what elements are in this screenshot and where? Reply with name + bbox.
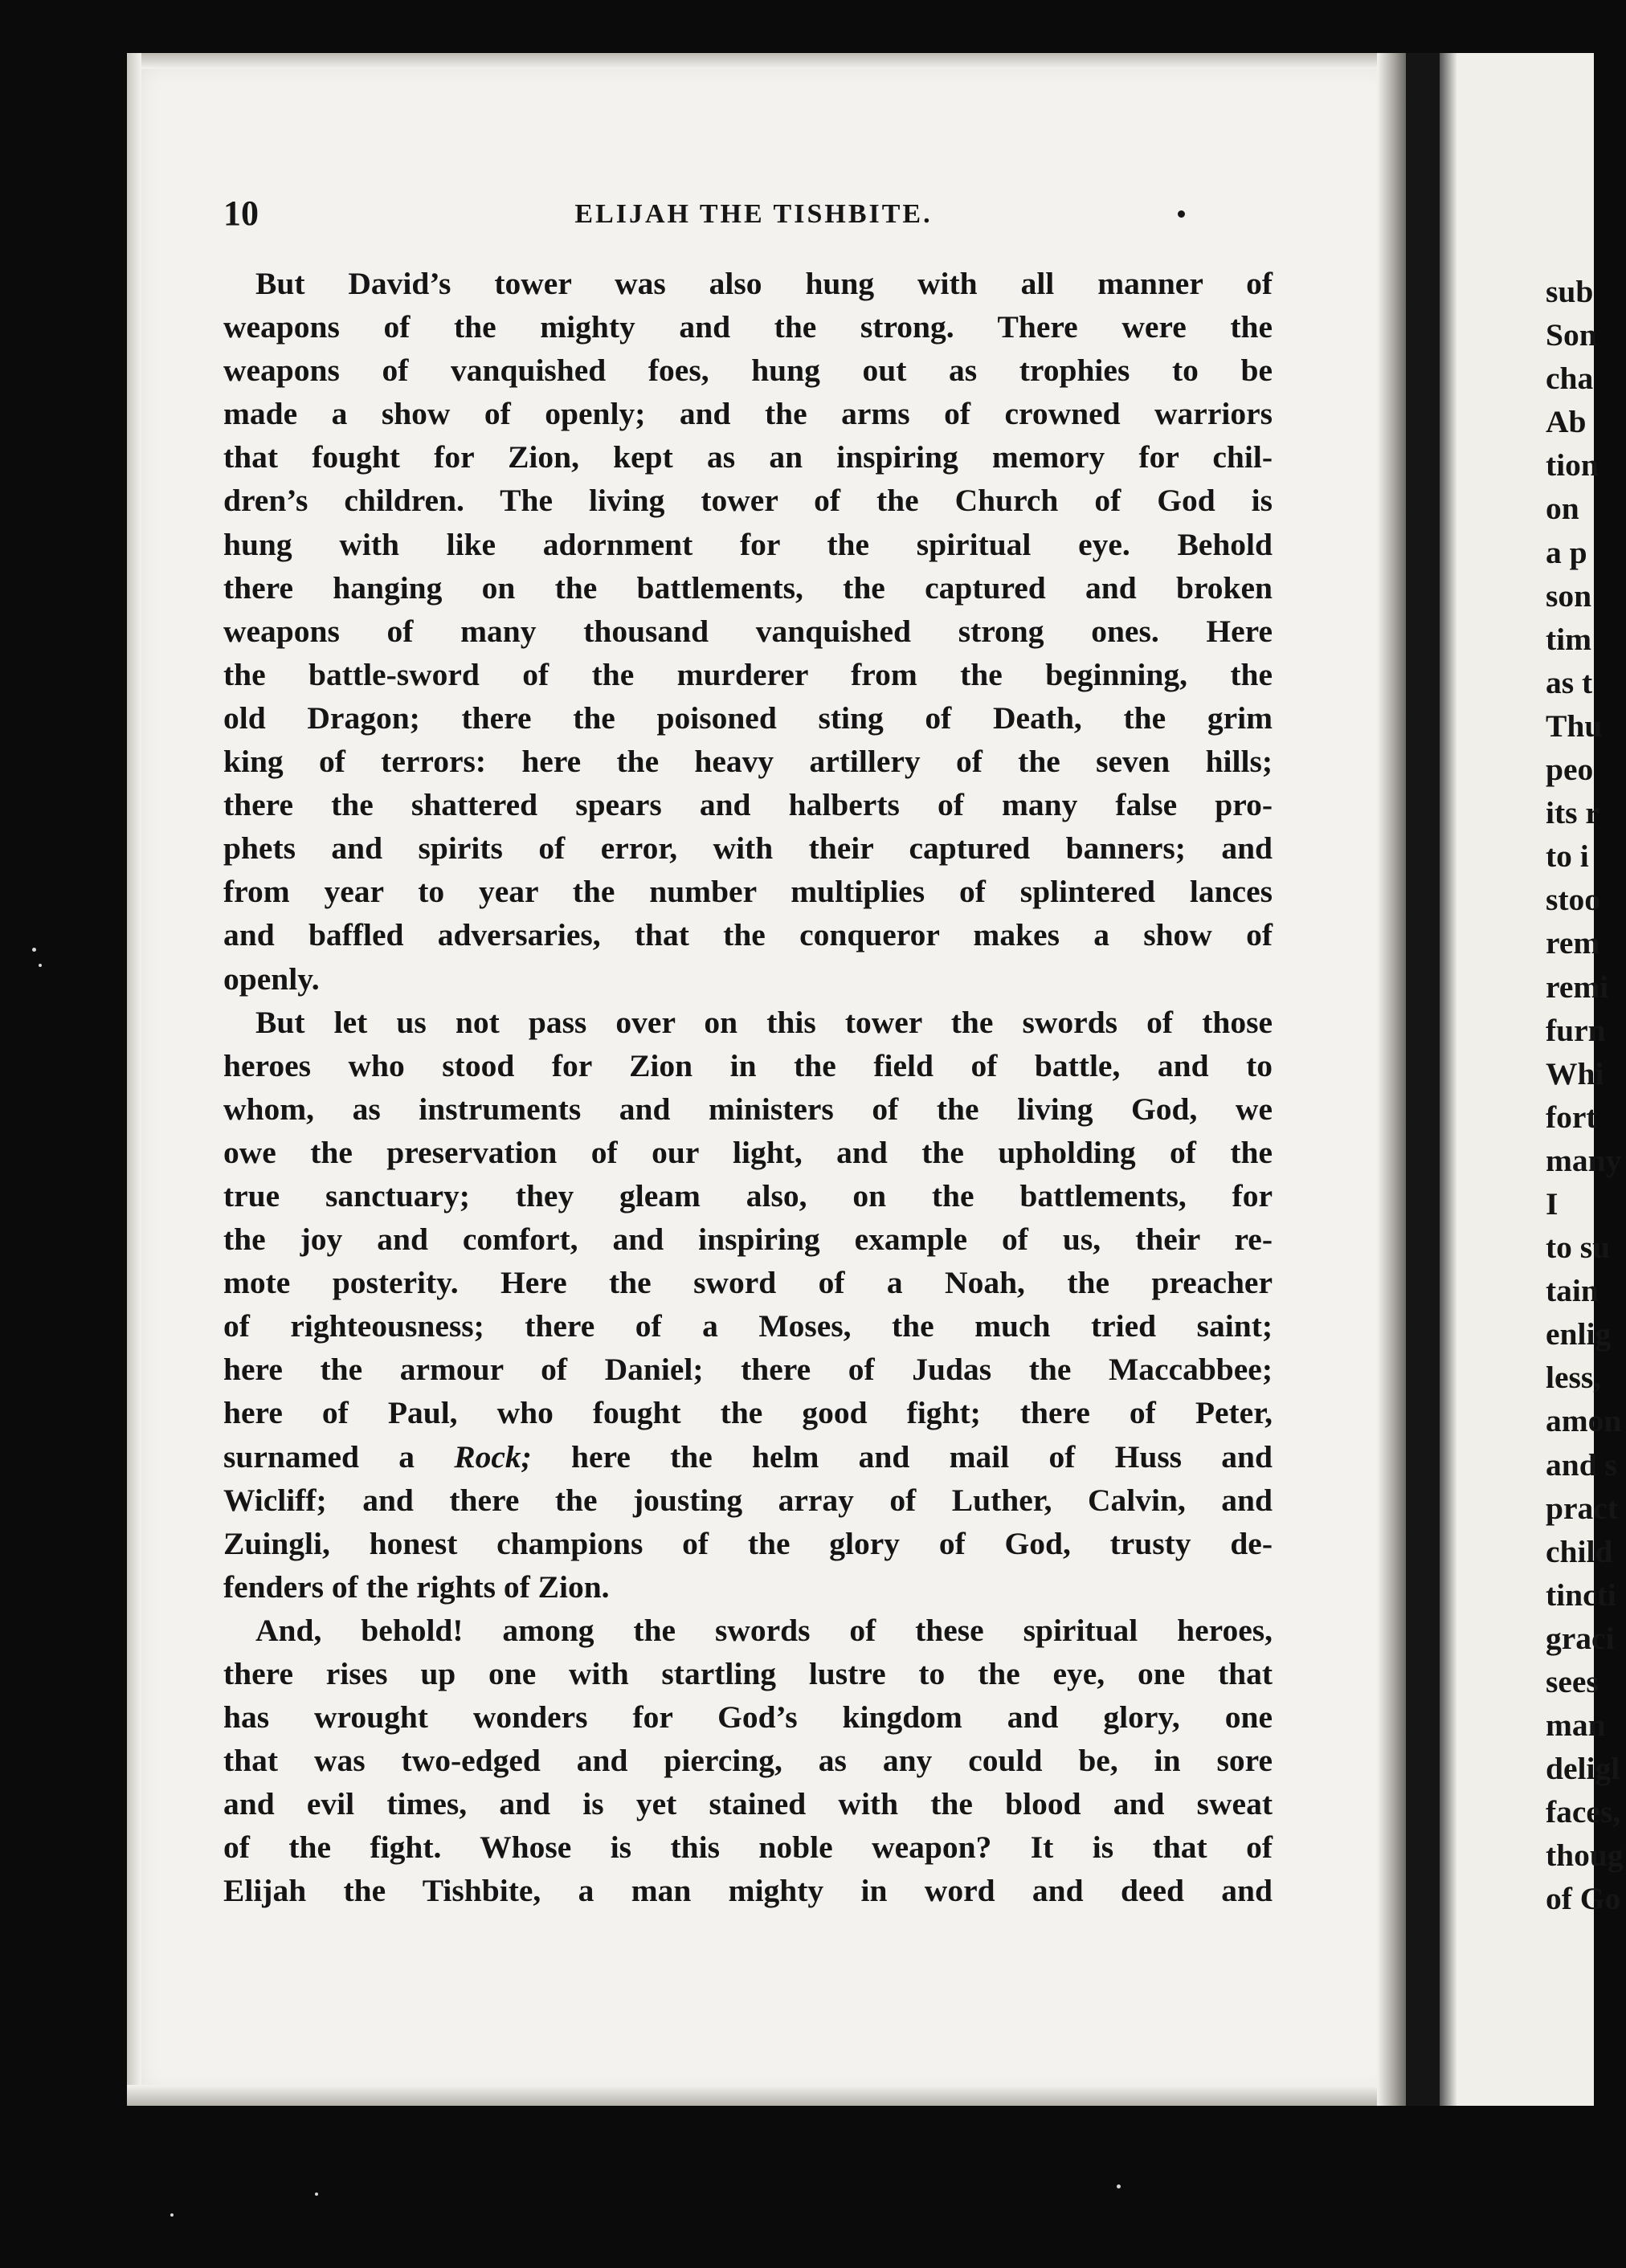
facing-page-fragment: less,	[1546, 1360, 1602, 1396]
text-line: dren’s children. The living tower of the Church of God is	[223, 483, 1273, 519]
text-line: heroes who stood for Zion in the field of battle, and to	[223, 1047, 1273, 1083]
text-line: that fought for Zion, kept as an inspiring memory for chil-	[223, 439, 1273, 475]
text-line: fenders of the rights of Zion.	[223, 1568, 610, 1605]
book-spine-gutter	[1406, 53, 1440, 2106]
page-header	[223, 193, 1284, 241]
facing-page-fragment: rem	[1546, 925, 1600, 961]
text-line: here the armour of Daniel; there of Judas the Maccabbee;	[223, 1352, 1273, 1388]
facing-page-fragment: child	[1546, 1533, 1613, 1569]
facing-page-fragment: I	[1546, 1185, 1559, 1222]
facing-page-fragment: sees	[1546, 1664, 1599, 1699]
facing-page-fragment: cha	[1546, 361, 1594, 397]
facing-page-fragment: many	[1546, 1142, 1622, 1178]
page-edge	[127, 53, 1406, 69]
facing-page-fragment: son	[1546, 577, 1592, 614]
facing-page-fragment: graci	[1546, 1620, 1615, 1656]
facing-page-fragment: a p	[1546, 534, 1587, 570]
italic-word: Rock;	[454, 1438, 532, 1475]
text-line: the battle-sword of the murderer from the beginning, the	[223, 656, 1273, 692]
text-line: from year to year the number multiplies of splintered lances	[223, 874, 1273, 910]
text-line: But David’s tower was also hung with all manner of	[255, 266, 1273, 301]
facing-page-fragment: enlig	[1546, 1316, 1612, 1352]
facing-page-fragment: tincti	[1546, 1577, 1616, 1613]
facing-page-fragment: man	[1546, 1707, 1606, 1744]
scan-speck	[315, 2193, 318, 2196]
text-line: Zuingli, honest champions of the glory of God, trusty de-	[223, 1525, 1273, 1561]
facing-page-fragment: Whi	[1546, 1055, 1604, 1091]
text-line: and baffled adversaries, that the conqueror makes a show of	[223, 917, 1273, 953]
text-line: there hanging on the battlements, the captured and broken	[223, 569, 1273, 606]
text-line: Elijah the Tishbite, a man mighty in word and deed and	[223, 1873, 1273, 1909]
facing-page-fragment: and s	[1546, 1446, 1617, 1483]
facing-page-fragment: fort	[1546, 1099, 1597, 1135]
scan-speck	[1117, 2184, 1121, 2188]
facing-page-fragment: Thu	[1546, 708, 1603, 744]
facing-page-fragment: tion	[1546, 447, 1599, 483]
facing-page-fragment: remi	[1546, 969, 1609, 1005]
facing-page-fragment: amon	[1546, 1403, 1622, 1439]
facing-page-fragment: stoo	[1546, 882, 1601, 918]
facing-page-fragment: Ab	[1546, 404, 1587, 440]
facing-page-text-fragments	[1546, 270, 1626, 1921]
body-text	[223, 262, 1273, 1913]
text-line: of righteousness; there of a Moses, the much tried saint;	[223, 1308, 1273, 1344]
gutter-shadow	[1377, 53, 1406, 2106]
facing-page-fragment: pract	[1546, 1490, 1618, 1526]
text-line: mote posterity. Here the sword of a Noah, the preacher	[223, 1265, 1273, 1301]
text-line: And, behold! among the swords of these spiritual heroes,	[255, 1612, 1273, 1648]
text-line: old Dragon; there the poisoned sting of Death, the grim	[223, 700, 1273, 736]
text-line: there rises up one with startling lustre to the eye, one that	[223, 1656, 1273, 1691]
text-line: there the shattered spears and halberts of many false pro-	[223, 787, 1273, 823]
text-line: phets and spirits of error, with their captured banners; and	[223, 830, 1273, 867]
text-line: here of Paul, who fought the good fight; there of Peter,	[223, 1395, 1273, 1431]
facing-page-fragment: as t	[1546, 664, 1593, 700]
facing-page-fragment: its r	[1546, 795, 1599, 831]
scan-speck	[170, 2213, 174, 2217]
text-line: has wrought wonders for God’s kingdom and glory, one	[223, 1699, 1273, 1736]
text-line: weapons of the mighty and the strong. There were the	[223, 309, 1273, 345]
facing-page-fragment: deligl	[1546, 1751, 1620, 1787]
facing-page-fragment: tim	[1546, 621, 1592, 657]
spine-shadow	[1440, 53, 1457, 2106]
facing-page-fragment: to su	[1546, 1230, 1611, 1266]
text-line: that was two-edged and piercing, as any could be, in sore	[223, 1743, 1273, 1779]
text-line: owe the preservation of our light, and the upholding of the	[223, 1134, 1273, 1170]
text-line: surnamed a Rock; here the helm and mail of Huss and	[223, 1438, 1273, 1475]
facing-page-fragment: on	[1546, 491, 1579, 527]
text-line: Wicliff; and there the jousting array of Luther, Calvin, and	[223, 1482, 1273, 1518]
facing-page-fragment: tain	[1546, 1273, 1599, 1309]
facing-page-fragment: peo	[1546, 752, 1594, 788]
page-edge	[127, 2085, 1406, 2106]
facing-page-fragment: furn	[1546, 1012, 1606, 1048]
text-line: weapons of vanquished foes, hung out as trophies to be	[223, 353, 1273, 389]
facing-page-fragment: Son	[1546, 317, 1597, 353]
ink-dot	[1178, 210, 1185, 218]
facing-page-fragment: faces,	[1546, 1794, 1621, 1830]
facing-page-fragment: sub	[1546, 274, 1594, 309]
text-line: openly.	[223, 961, 320, 997]
scan-speck	[39, 964, 42, 967]
text-line: weapons of many thousand vanquished strong ones. Here	[223, 613, 1273, 649]
facing-page-fragment: to i	[1546, 838, 1589, 875]
text-line: king of terrors: here the heavy artillery of the seven hills;	[223, 744, 1273, 780]
page-number: 10	[223, 194, 259, 233]
scan-speck	[32, 948, 36, 952]
text-line: of the fight. Whose is this noble weapon? It is that of	[223, 1829, 1273, 1866]
text-line: the joy and comfort, and inspiring example of us, their re-	[223, 1222, 1273, 1258]
facing-page-fragment: thoug	[1546, 1838, 1624, 1874]
running-head: ELIJAH THE TISHBITE.	[574, 199, 933, 229]
text-line: and evil times, and is yet stained with the blood and sweat	[223, 1786, 1273, 1822]
page-edge	[127, 53, 141, 2106]
text-line: But let us not pass over on this tower the swords of those	[255, 1004, 1273, 1040]
text-line: true sanctuary; they gleam also, on the battlements, for	[223, 1177, 1273, 1214]
text-line: made a show of openly; and the arms of crowned warriors	[223, 396, 1273, 432]
text-line: whom, as instruments and ministers of the living God, we	[223, 1091, 1273, 1127]
text-line: hung with like adornment for the spiritual eye. Behold	[223, 526, 1273, 562]
facing-page-fragment: of Go	[1546, 1881, 1621, 1917]
